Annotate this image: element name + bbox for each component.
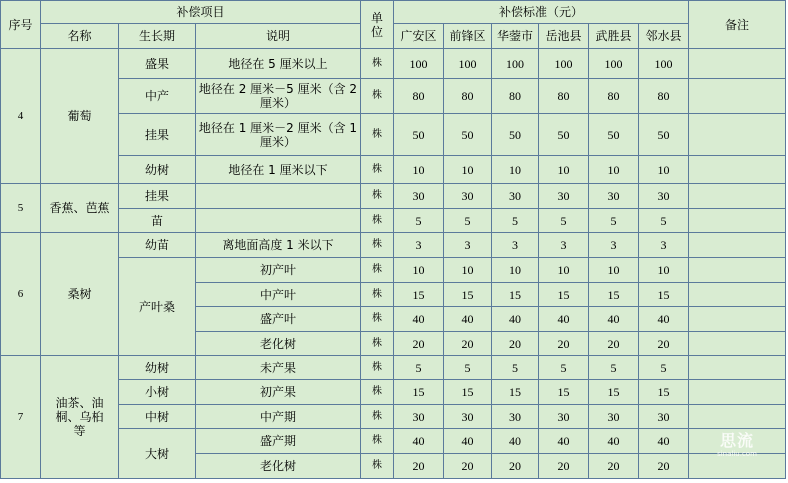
remark-cell <box>689 156 786 184</box>
desc-cell: 老化树 <box>196 332 361 356</box>
value-cell: 30 <box>639 184 689 209</box>
remark-cell <box>689 49 786 79</box>
standard-header: 补偿标准（元） <box>394 1 689 24</box>
value-cell: 5 <box>539 356 589 380</box>
region-header: 华蓥市 <box>492 24 539 49</box>
stage-cell: 大树 <box>119 429 196 479</box>
table-row <box>1 114 786 156</box>
value-cell: 20 <box>492 454 539 479</box>
unit-cell: 株 <box>361 283 394 307</box>
table-row <box>1 79 786 114</box>
value-cell: 50 <box>492 114 539 156</box>
stage-cell: 中产 <box>119 79 196 114</box>
value-cell: 20 <box>589 454 639 479</box>
value-cell: 10 <box>492 258 539 283</box>
value-cell: 20 <box>539 332 589 356</box>
value-cell: 3 <box>589 233 639 258</box>
table-row <box>1 49 786 79</box>
value-cell: 5 <box>394 209 444 233</box>
value-cell: 80 <box>589 79 639 114</box>
value-cell: 50 <box>539 114 589 156</box>
value-cell: 80 <box>394 79 444 114</box>
value-cell: 20 <box>444 332 492 356</box>
table-row <box>1 356 786 380</box>
value-cell: 40 <box>492 429 539 454</box>
value-cell: 40 <box>589 307 639 332</box>
value-cell: 80 <box>492 79 539 114</box>
unit-cell: 株 <box>361 209 394 233</box>
value-cell: 30 <box>394 405 444 429</box>
remark-cell <box>689 184 786 209</box>
desc-header: 说明 <box>196 24 361 49</box>
unit-cell: 株 <box>361 79 394 114</box>
value-cell: 30 <box>492 405 539 429</box>
seq-cell: 6 <box>1 233 41 356</box>
value-cell: 30 <box>444 405 492 429</box>
desc-cell: 初产果 <box>196 380 361 405</box>
value-cell: 100 <box>492 49 539 79</box>
seq-cell: 4 <box>1 49 41 184</box>
value-cell: 40 <box>539 429 589 454</box>
table-row <box>1 429 786 454</box>
stage-cell: 挂果 <box>119 184 196 209</box>
value-cell: 10 <box>639 258 689 283</box>
desc-cell: 中产叶 <box>196 283 361 307</box>
value-cell: 10 <box>394 258 444 283</box>
value-cell: 3 <box>492 233 539 258</box>
desc-cell <box>196 209 361 233</box>
value-cell: 3 <box>444 233 492 258</box>
value-cell: 20 <box>589 332 639 356</box>
watermark-subtext: sinaliu.com <box>717 450 757 458</box>
value-cell: 10 <box>539 156 589 184</box>
table-row <box>1 156 786 184</box>
stage-cell: 幼树 <box>119 356 196 380</box>
region-header: 武胜县 <box>589 24 639 49</box>
desc-cell: 地径在 2 厘米－5 厘米（含 2 厘米） <box>196 79 361 114</box>
remark-header: 备注 <box>689 1 786 49</box>
value-cell: 100 <box>444 49 492 79</box>
unit-cell: 株 <box>361 184 394 209</box>
value-cell: 100 <box>589 49 639 79</box>
remark-cell <box>689 79 786 114</box>
value-cell: 5 <box>539 209 589 233</box>
stage-header: 生长期 <box>119 24 196 49</box>
unit-cell: 株 <box>361 233 394 258</box>
value-cell: 40 <box>394 307 444 332</box>
unit-cell: 株 <box>361 49 394 79</box>
value-cell: 10 <box>492 156 539 184</box>
value-cell: 50 <box>639 114 689 156</box>
stage-cell: 中树 <box>119 405 196 429</box>
value-cell: 5 <box>639 209 689 233</box>
stage-cell: 产叶桑 <box>119 258 196 356</box>
desc-cell: 地径在 1 厘米－2 厘米（含 1 厘米） <box>196 114 361 156</box>
value-cell: 15 <box>444 380 492 405</box>
table-row <box>1 209 786 233</box>
value-cell: 10 <box>444 258 492 283</box>
remark-cell <box>689 233 786 258</box>
value-cell: 20 <box>492 332 539 356</box>
table-row <box>1 233 786 258</box>
value-cell: 10 <box>539 258 589 283</box>
value-cell: 50 <box>444 114 492 156</box>
unit-cell: 株 <box>361 405 394 429</box>
unit-cell: 株 <box>361 156 394 184</box>
value-cell: 50 <box>589 114 639 156</box>
value-cell: 30 <box>589 184 639 209</box>
project-header: 补偿项目 <box>41 1 361 24</box>
table-row <box>1 184 786 209</box>
value-cell: 5 <box>589 209 639 233</box>
stage-cell: 挂果 <box>119 114 196 156</box>
value-cell: 10 <box>589 258 639 283</box>
value-cell: 20 <box>394 332 444 356</box>
value-cell: 10 <box>444 156 492 184</box>
value-cell: 20 <box>394 454 444 479</box>
value-cell: 10 <box>639 156 689 184</box>
value-cell: 5 <box>639 356 689 380</box>
seq-cell: 7 <box>1 356 41 479</box>
value-cell: 15 <box>539 380 589 405</box>
value-cell: 30 <box>394 184 444 209</box>
unit-header: 单位 <box>361 1 394 49</box>
watermark-text: 思流 <box>719 431 754 450</box>
desc-cell: 盛产期 <box>196 429 361 454</box>
value-cell: 20 <box>444 454 492 479</box>
value-cell: 15 <box>589 380 639 405</box>
stage-cell: 小树 <box>119 380 196 405</box>
value-cell: 30 <box>444 184 492 209</box>
value-cell: 30 <box>639 405 689 429</box>
name-header: 名称 <box>41 24 119 49</box>
seq-header: 序号 <box>1 1 41 49</box>
value-cell: 80 <box>444 79 492 114</box>
desc-cell: 未产果 <box>196 356 361 380</box>
unit-cell: 株 <box>361 307 394 332</box>
unit-cell: 株 <box>361 356 394 380</box>
remark-cell <box>689 380 786 405</box>
desc-cell: 中产期 <box>196 405 361 429</box>
value-cell: 20 <box>639 454 689 479</box>
value-cell: 15 <box>492 283 539 307</box>
value-cell: 3 <box>639 233 689 258</box>
value-cell: 15 <box>639 380 689 405</box>
value-cell: 100 <box>639 49 689 79</box>
unit-cell: 株 <box>361 114 394 156</box>
value-cell: 50 <box>394 114 444 156</box>
remark-cell <box>689 209 786 233</box>
table-row <box>1 405 786 429</box>
value-cell: 5 <box>394 356 444 380</box>
value-cell: 15 <box>589 283 639 307</box>
region-header: 广安区 <box>394 24 444 49</box>
value-cell: 40 <box>539 307 589 332</box>
value-cell: 15 <box>539 283 589 307</box>
stage-cell: 苗 <box>119 209 196 233</box>
value-cell: 15 <box>492 380 539 405</box>
value-cell: 15 <box>444 283 492 307</box>
unit-cell: 株 <box>361 258 394 283</box>
value-cell: 10 <box>589 156 639 184</box>
table-row <box>1 380 786 405</box>
remark-cell <box>689 405 786 429</box>
unit-cell: 株 <box>361 332 394 356</box>
desc-cell: 盛产叶 <box>196 307 361 332</box>
value-cell: 100 <box>539 49 589 79</box>
value-cell: 30 <box>539 405 589 429</box>
value-cell: 3 <box>539 233 589 258</box>
value-cell: 80 <box>639 79 689 114</box>
value-cell: 40 <box>639 307 689 332</box>
desc-cell: 老化树 <box>196 454 361 479</box>
value-cell: 5 <box>492 356 539 380</box>
value-cell: 40 <box>639 429 689 454</box>
value-cell: 20 <box>539 454 589 479</box>
seq-cell: 5 <box>1 184 41 233</box>
desc-cell: 初产叶 <box>196 258 361 283</box>
value-cell: 30 <box>492 184 539 209</box>
value-cell: 15 <box>394 380 444 405</box>
value-cell: 15 <box>639 283 689 307</box>
remark-cell <box>689 258 786 283</box>
name-cell: 桑树 <box>41 233 119 356</box>
desc-cell <box>196 184 361 209</box>
value-cell: 40 <box>492 307 539 332</box>
unit-cell: 株 <box>361 429 394 454</box>
value-cell: 40 <box>444 307 492 332</box>
value-cell: 5 <box>444 209 492 233</box>
remark-cell <box>689 283 786 307</box>
value-cell: 80 <box>539 79 589 114</box>
stage-cell: 幼苗 <box>119 233 196 258</box>
stage-cell: 幼树 <box>119 156 196 184</box>
value-cell: 30 <box>539 184 589 209</box>
desc-cell: 地径在 1 厘米以下 <box>196 156 361 184</box>
value-cell: 10 <box>394 156 444 184</box>
value-cell: 3 <box>394 233 444 258</box>
region-header: 前锋区 <box>444 24 492 49</box>
value-cell: 15 <box>394 283 444 307</box>
watermark-logo <box>708 432 766 466</box>
region-header: 邻水县 <box>639 24 689 49</box>
desc-cell: 地径在 5 厘米以上 <box>196 49 361 79</box>
stage-cell: 盛果 <box>119 49 196 79</box>
value-cell: 5 <box>444 356 492 380</box>
name-cell: 葡萄 <box>41 49 119 184</box>
value-cell: 20 <box>639 332 689 356</box>
value-cell: 40 <box>394 429 444 454</box>
value-cell: 100 <box>394 49 444 79</box>
unit-cell: 株 <box>361 380 394 405</box>
value-cell: 5 <box>492 209 539 233</box>
unit-cell: 株 <box>361 454 394 479</box>
table-row <box>1 258 786 283</box>
desc-cell: 离地面高度 1 米以下 <box>196 233 361 258</box>
value-cell: 5 <box>589 356 639 380</box>
value-cell: 40 <box>444 429 492 454</box>
remark-cell <box>689 356 786 380</box>
value-cell: 40 <box>589 429 639 454</box>
remark-cell <box>689 114 786 156</box>
name-cell: 油茶、油桐、乌桕等 <box>41 356 119 479</box>
name-cell: 香蕉、芭蕉 <box>41 184 119 233</box>
region-header: 岳池县 <box>539 24 589 49</box>
remark-cell <box>689 307 786 332</box>
value-cell: 30 <box>589 405 639 429</box>
remark-cell <box>689 332 786 356</box>
